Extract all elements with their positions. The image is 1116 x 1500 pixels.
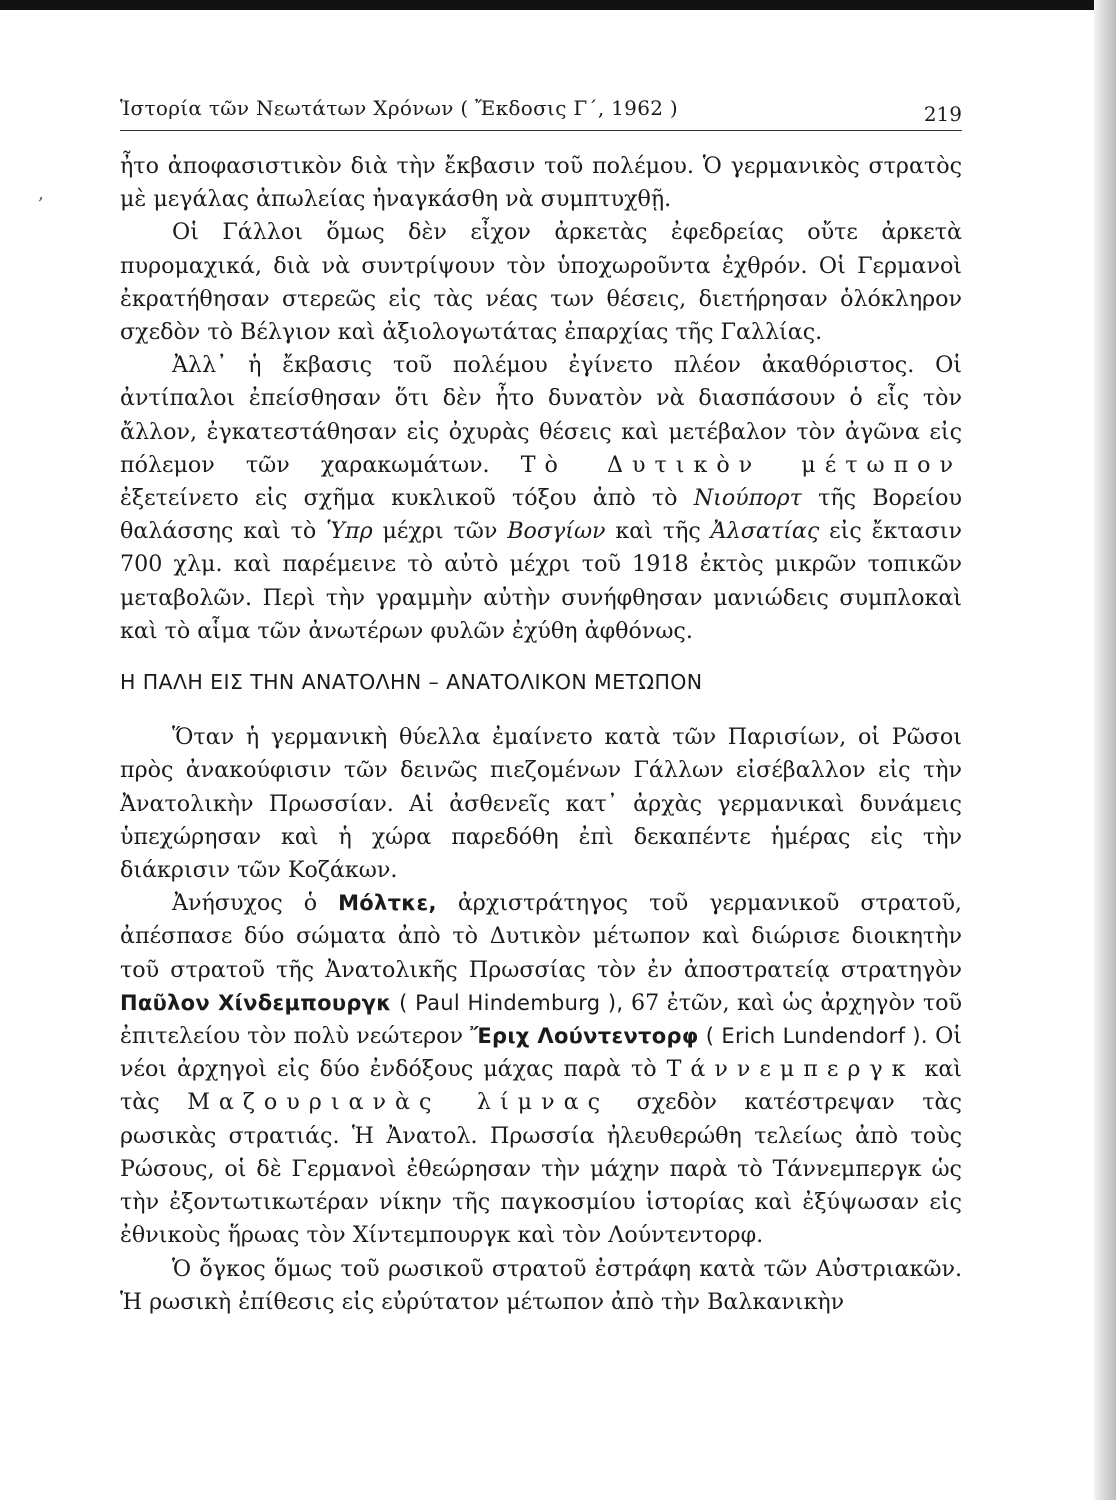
name-hindenburg: Παῦλον Χίνδεμπουργκ bbox=[120, 990, 392, 1015]
paragraph-6: Ὁ ὄγκος ὅμως τοῦ ρωσικοῦ στρατοῦ ἐστράφη κατὰ τῶν Αὐστριακῶν. Ἡ ρωσικὴ ἐπίθεσις εἰς εὐρύτατον μέτωπον ἀπὸ τὴν Βαλκανικὴν bbox=[120, 1255, 962, 1315]
paragraph-5-text-f: σχεδὸν κατέστρεψαν τὰς ρωσικὰς στρατιάς. Ἡ Ἀνατολ. Πρωσσία ἠλευθερώθη τελείως ἀπὸ τοὺς Ρώσους, οἱ δὲ Γερμανοὶ ἐθεώρησαν τὴν μάχην παρὰ τὸ Τάννεμπεργκ ὡς τὴν ἐξοντωτικωτέραν νίκην τῆς παγκοσμίου ἱστορίας καὶ ἐξύψωσαν εἰς ἐθνικοὺς ἥρωας τὸν Χίντεμπουργκ καὶ τὸν Λούντεντορφ. bbox=[120, 1089, 962, 1249]
paragraph-3 bbox=[120, 349, 962, 648]
paragraph-1: ἦτο ἀποφασιστικὸν διὰ τὴν ἔκβασιν τοῦ πολέμου. Ὁ γερμανικὸς στρατὸς μὲ μεγάλας ἀπωλείας ἠναγκάσθη νὰ συμπτυχθῇ. bbox=[120, 153, 962, 213]
paragraph-5-text-a: Ἀνήσυχος ὁ bbox=[172, 890, 318, 917]
masurian-lakes-spaced: Μαζουριανὰς λίμνας bbox=[187, 1089, 609, 1116]
name-ludendorff: Ἔριχ Λούντεντορφ bbox=[470, 1024, 699, 1049]
paragraph-3-text-a: Ἀλλ᾽ ἡ ἔκβασις τοῦ πολέμου ἐγίνετο πλέον ἀκαθόριστος. Οἱ ἀντίπαλοι ἐπείσθησαν ὅτι δὲν ἦτο δυνατὸν νὰ διασπάσουν ὁ εἷς τὸν ἄλλον, ἐγκατεστάθησαν εἰς ὀχυρὰς θέσεις καὶ μετέβαλον τὸν ἀγῶνα εἰς πόλεμον τῶν χαρακωμάτων. bbox=[120, 352, 962, 478]
place-alsace: Ἀλσατίας bbox=[710, 518, 820, 545]
paragraph-3-text-e: καὶ τῆς bbox=[615, 518, 701, 545]
paragraph-3-text-c: τῆς Βορείου θαλάσσης καὶ τὸ bbox=[120, 485, 962, 545]
name-moltke: Μόλτκε, bbox=[338, 891, 437, 916]
paragraph-3-text-b: ἐξετείνετο εἰς σχῆμα κυκλικοῦ τόξου ἀπὸ τὸ bbox=[120, 485, 678, 512]
paragraph-4: Ὅταν ἡ γερμανικὴ θύελλα ἐμαίνετο κατὰ τῶν Παρισίων, οἱ Ρῶσοι πρὸς ἀνακούφισιν τῶν δεινῶς πιεζομένων Γάλλων εἰσέβαλλον εἰς τὴν Ἀνατολικὴν Πρωσσίαν. Αἱ ἀσθενεῖς κατ᾽ ἀρχὰς γερμανικαὶ δυνάμεις ὑπεχώρησαν καὶ ἡ χώρα παρεδόθη ἐπὶ δεκαπέντε ἡμέρας εἰς τὴν διάκρισιν τῶν Κοζάκων. bbox=[120, 724, 962, 884]
section-title: Η ΠΑΛΗ ΕΙΣ ΤΗΝ ΑΝΑΤΟΛΗΝ – ΑΝΑΤΟΛΙΚΟΝ ΜΕΤΩΠΟΝ bbox=[120, 670, 703, 695]
western-front-spaced: Τὸ Δυτικὸν μέτωπον bbox=[520, 451, 962, 478]
scan-top-edge bbox=[0, 0, 1116, 10]
paragraph-5-text-b: ἀρχιστράτηγος τοῦ γερμανικοῦ στρατοῦ, ἀπέσπασε δύο σώματα ἀπὸ τὸ Δυτικὸν μέτωπον καὶ διώρισε διοικητὴν τοῦ στρατοῦ τῆς Ἀνατολικῆς Πρωσσίας τὸν ἐν ἀποστρατείᾳ στρατηγὸν bbox=[120, 890, 962, 983]
latin-hindenburg: ( Paul Hindemburg ), bbox=[399, 990, 624, 1015]
paragraph-5-text-c: 67 ἐτῶν, καὶ ὡς ἀρχηγὸν τοῦ ἐπιτελείου τὸν πολὺ νεώτερον bbox=[120, 989, 962, 1050]
page-header bbox=[120, 96, 962, 131]
place-nieuport: Νιούπορτ bbox=[693, 485, 802, 512]
paragraph-5-text-d: Οἱ νέοι ἀρχηγοὶ εἰς δύο ἐνδόξους μάχας παρὰ τὸ bbox=[120, 1023, 962, 1083]
tannenberg-spaced: Τάννεμπεργκ bbox=[666, 1056, 915, 1083]
body-text bbox=[120, 150, 962, 1319]
paragraph-2: Οἱ Γάλλοι ὅμως δὲν εἶχον ἀρκετὰς ἐφεδρείας οὔτε ἀρκετὰ πυρομαχικά, διὰ νὰ συντρίψουν τὸν ὑποχωροῦντα ἐχθρόν. Οἱ Γερμανοὶ ἐκρατήθησαν στερεῶς εἰς τὰς νέας των θέσεις, διετήρησαν ὁλόκληρον σχεδὸν τὸ Βέλγιον καὶ ἀξιολογωτάτας ἐπαρχίας τῆς Γαλλίας. bbox=[120, 219, 962, 346]
scan-right-edge bbox=[1094, 0, 1116, 1500]
running-title: Ἱστορία τῶν Νεωτάτων Χρόνων ( Ἔκδοσις Γ΄, 1962 ) bbox=[120, 96, 679, 120]
place-ypres: Ὑπρ bbox=[326, 518, 373, 545]
paragraph-3-text-d: μέχρι τῶν bbox=[382, 518, 498, 545]
paragraph-3-text-f: εἰς ἔκτασιν 700 χλμ. καὶ παρέμεινε τὸ αὐτὸ μέχρι τοῦ 1918 ἐκτὸς μικρῶν τοπικῶν μεταβολῶν. Περὶ τὴν γραμμὴν αὐτὴν συνήφθησαν μανιώδεις συμπλοκαὶ καὶ τὸ αἷμα τῶν ἀνωτέρων φυλῶν ἐχύθη ἀφθόνως. bbox=[120, 518, 962, 644]
page-number: 219 bbox=[923, 102, 962, 126]
paragraph-5 bbox=[120, 887, 962, 1252]
paragraph-5-text-e: καὶ τὰς bbox=[120, 1056, 963, 1116]
latin-ludendorff: ( Erich Lundendorf ). bbox=[705, 1024, 928, 1049]
place-vosges: Βοσγίων bbox=[507, 518, 606, 545]
margin-mark: ‚ bbox=[38, 183, 44, 204]
